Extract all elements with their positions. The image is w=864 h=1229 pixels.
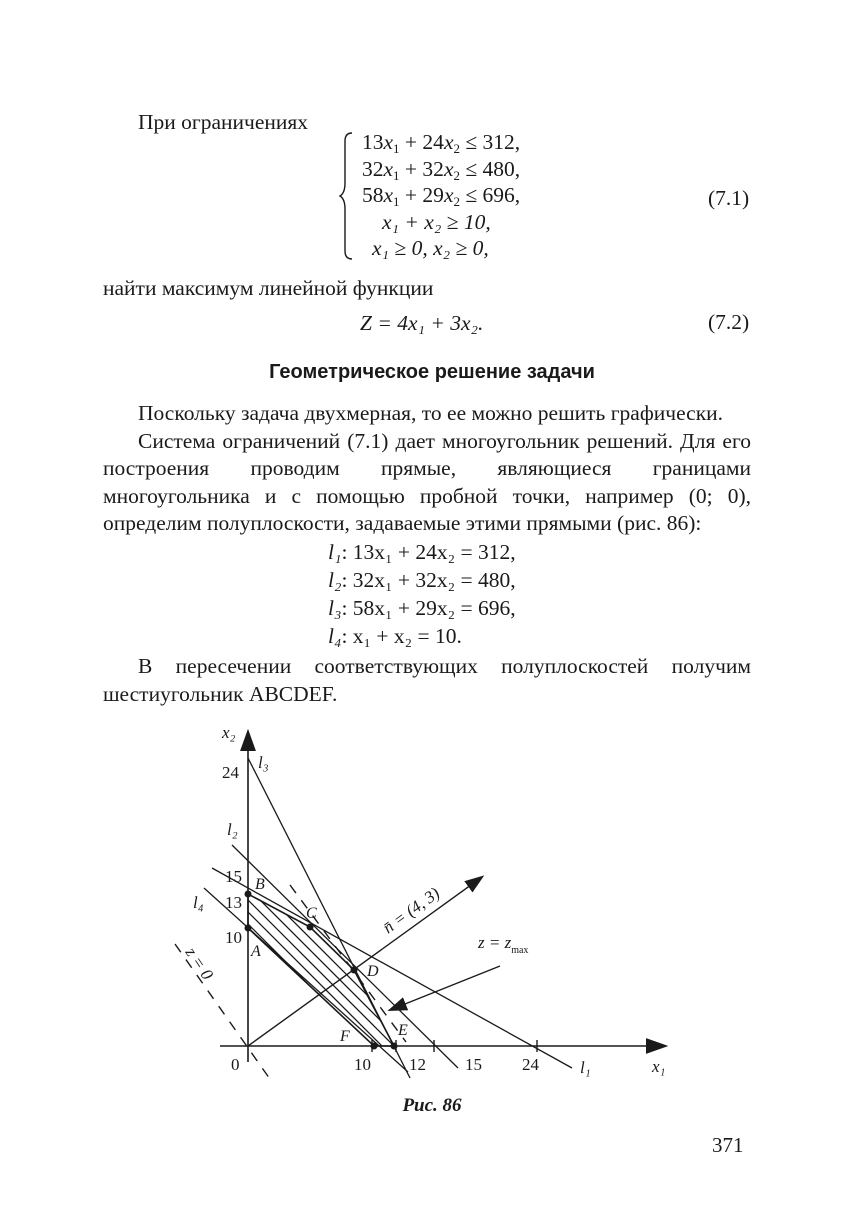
equation-number-7-1: (7.1) xyxy=(708,186,750,210)
page-number: 371 xyxy=(712,1133,744,1157)
label-l3: l₃ xyxy=(258,753,269,772)
x-tick-15: 15 xyxy=(465,1055,482,1074)
point-e xyxy=(391,1043,398,1050)
constraint-row-2: $32x_1 + 32x_2 \le 480$, xyxy=(362,156,521,183)
x-tick-10: 10 xyxy=(354,1055,371,1074)
point-b xyxy=(245,891,252,898)
label-l4: l₄ xyxy=(193,893,204,912)
section-heading: Геометрическое решение задачи xyxy=(269,361,595,383)
point-f xyxy=(371,1043,378,1050)
intro-text: При ограничениях xyxy=(138,110,309,134)
z-max-label xyxy=(477,933,528,956)
y-tick-15: 15 xyxy=(225,867,242,886)
label-l2: l₂ xyxy=(227,820,238,839)
x-tick-0: 0 xyxy=(231,1055,240,1074)
y-tick-24: 24 xyxy=(222,763,239,782)
z-max-main: z = z xyxy=(478,933,512,952)
boundary-line-4: l₄: x₁ + x₂ = 10. xyxy=(328,624,462,648)
y-tick-10: 10 xyxy=(225,928,242,947)
point-d xyxy=(351,967,358,974)
x-tick-24: 24 xyxy=(522,1055,539,1074)
label-c: C xyxy=(306,905,317,922)
label-f: F xyxy=(340,1028,350,1045)
boundary-line-3: l₃: 58x₁ + 29x₂ = 696, xyxy=(328,596,516,620)
y-axis-label: x₂ xyxy=(222,723,236,742)
constraint-row-3: $58x_1 + 29x_2 \le 696$, xyxy=(362,183,521,209)
gradient-label: n̄ = (4, 3) xyxy=(379,883,444,938)
constraint-row-1: $13x_1 + 24x_2 \le 312$, xyxy=(362,130,521,156)
find-text: найти максимум линейной функции xyxy=(103,276,434,300)
x-tick-12: 12 xyxy=(409,1055,426,1074)
constraint-row-4: x₁ + x₂ ≥ 10, xyxy=(382,209,491,234)
point-a xyxy=(245,925,252,932)
figure-caption: Рис. 86 xyxy=(402,1095,462,1116)
label-a: A xyxy=(251,943,261,960)
z-zero-label: z = 0 xyxy=(181,943,218,984)
z-max-sub: max xyxy=(511,945,529,956)
paragraph-2: Система ограничений (7.1) дает многоугольник решений. Для его построения проводим прямые, являющиеся границами многоугольника и с помощью пробной точки, например (0; 0), определим полуплоскости, задаваемые этими прямыми (рис. 86): xyxy=(103,428,751,535)
paragraph-1: Поскольку задача двухмерная, то ее можно решить графически. xyxy=(138,401,724,425)
y-tick-13: 13 xyxy=(225,893,242,912)
point-c xyxy=(307,924,314,931)
feasible-region-hatching xyxy=(40,800,552,1060)
x-axis-label: x₁ xyxy=(652,1057,666,1076)
boundary-line-2: l₂: 32x₁ + 32x₂ = 480, xyxy=(328,568,516,592)
line-l1 xyxy=(212,868,572,1068)
boundary-line-1: l₁: 13x₁ + 24x₂ = 312, xyxy=(328,540,516,564)
paragraph-3: В пересечении соответствующих полуплоскостей получим шестиугольник ABCDEF. xyxy=(103,654,751,706)
label-b: B xyxy=(255,876,265,893)
label-e: E xyxy=(398,1022,408,1039)
label-d: D xyxy=(367,963,379,980)
equation-number-7-2: (7.2) xyxy=(708,310,750,334)
label-l1: l₁ xyxy=(580,1058,591,1077)
zmax-arrow xyxy=(390,966,500,1010)
constraint-row-5: x₁ ≥ 0, x₂ ≥ 0, xyxy=(372,236,489,260)
objective-function: Z = 4x₁ + 3x₂. xyxy=(360,311,484,335)
